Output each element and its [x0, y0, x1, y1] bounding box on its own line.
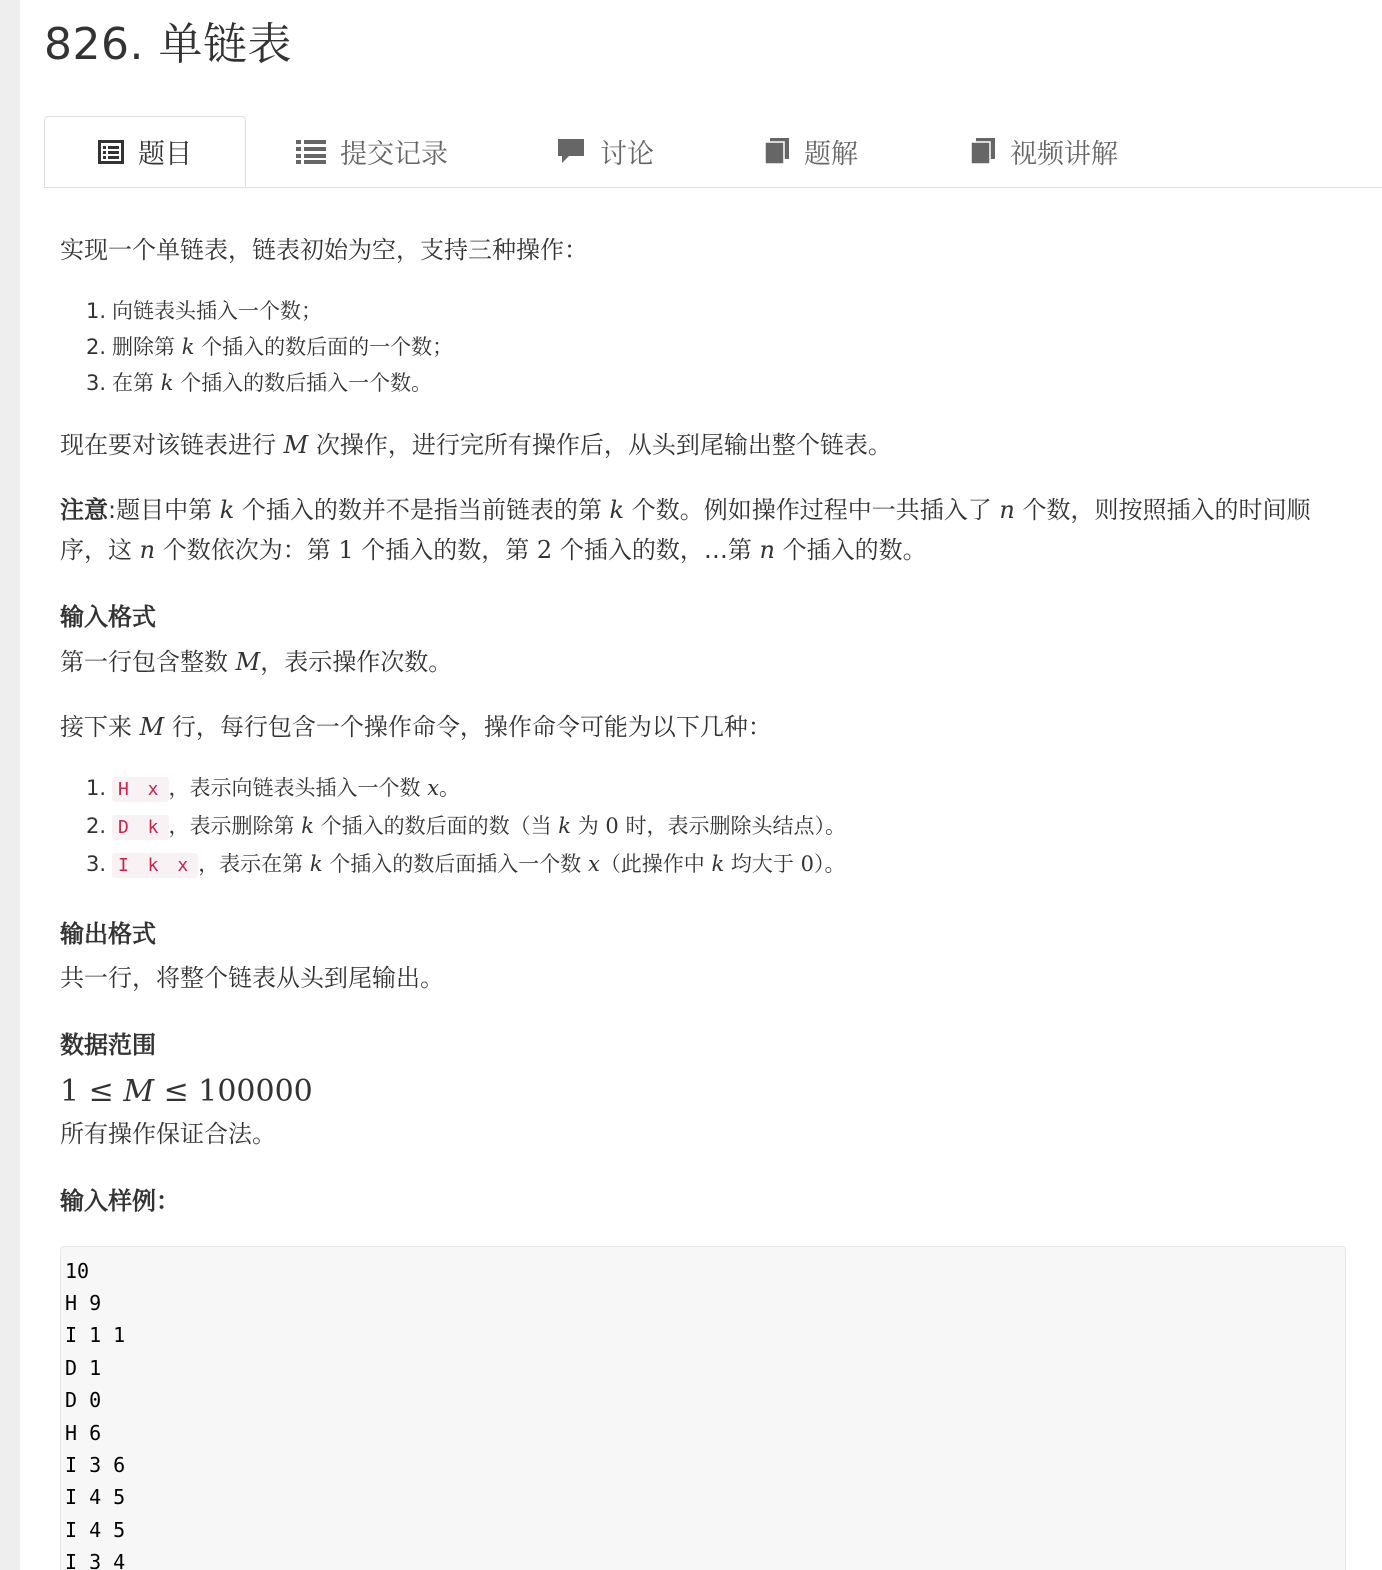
input-line-1: 第一行包含整数 M，表示操作次数。 — [60, 647, 453, 676]
output-format-heading: 输出格式 — [60, 919, 156, 948]
sample-input-block — [60, 1246, 1346, 1570]
note-text: 注意:题目中第 k 个插入的数并不是指当前链表的第 k 个数。例如操作过程中一共插入了 n 个数，则按照插入的时间顺序，这 n 个数依次为：第 1 个插入的数，第 2 个插入的数，…第 n 个插入的数。 — [60, 495, 1311, 565]
command-code: H x — [112, 777, 169, 802]
list-alt-icon — [98, 140, 124, 164]
list-item: 3. 在第 k 个插入的数后插入一个数。 — [85, 370, 433, 395]
problem-page — [20, 0, 1382, 1570]
input-line-2: 接下来 M 行，每行包含一个操作命令，操作命令可能为以下几种： — [60, 712, 772, 741]
page-title: 826. 单链表 — [44, 19, 292, 70]
list-item: 3. I k x ，表示在第 k 个插入的数后面插入一个数 x（此操作中 k 均大于 0）。 — [85, 851, 846, 876]
tab-submissions[interactable] — [296, 116, 448, 186]
code-line: H 9 — [65, 1290, 102, 1315]
command-code: D k — [112, 815, 169, 840]
note-label: 注意 — [60, 495, 108, 524]
tab-label: 提交记录 — [340, 138, 448, 170]
problem-content — [60, 220, 1346, 1570]
tab-label: 视频讲解 — [1010, 138, 1118, 170]
tab-problem[interactable] — [44, 116, 246, 187]
list-icon — [296, 138, 326, 164]
tab-video[interactable] — [970, 116, 1118, 186]
code-line: I 4 5 — [65, 1485, 126, 1510]
code-line: 10 — [65, 1258, 90, 1283]
list-item: 1. H x ，表示向链表头插入一个数 x。 — [85, 775, 461, 800]
task-text: 现在要对该链表进行 M 次操作，进行完所有操作后，从头到尾输出整个链表。 — [60, 430, 892, 459]
tab-bar — [44, 116, 1382, 188]
operations-list — [60, 293, 1346, 401]
comment-icon — [556, 137, 586, 165]
tab-label: 题解 — [804, 138, 858, 170]
code-line: I 3 4 — [65, 1550, 126, 1570]
sample-input-heading: 输入样例： — [60, 1186, 180, 1215]
tab-solutions[interactable] — [764, 116, 858, 186]
tab-label: 讨论 — [600, 138, 654, 170]
data-range-formula: 1 ≤ M ≤ 100000 — [60, 1073, 313, 1109]
tab-discussion[interactable] — [556, 116, 654, 186]
data-range-note: 所有操作保证合法。 — [60, 1119, 276, 1148]
code-line: I 1 1 — [65, 1323, 126, 1348]
code-line: D 0 — [65, 1388, 102, 1413]
tab-label: 题目 — [138, 139, 192, 170]
list-item: 2. 删除第 k 个插入的数后面的一个数； — [85, 334, 454, 359]
data-range-heading: 数据范围 — [60, 1031, 156, 1060]
code-line: I 3 6 — [65, 1453, 126, 1477]
code-line: H 6 — [65, 1420, 102, 1445]
list-item: 2. D k ，表示删除第 k 个插入的数后面的数（当 k 为 0 时，表示删除头结点）。 — [85, 813, 846, 838]
book-icon — [764, 137, 790, 165]
command-code: I k x — [112, 853, 198, 878]
code-line: D 1 — [65, 1355, 102, 1380]
list-item: 1. 向链表头插入一个数； — [85, 298, 322, 323]
commands-list — [60, 770, 1346, 884]
code-line: I 4 5 — [65, 1517, 126, 1542]
book-icon — [970, 137, 996, 165]
input-format-heading: 输入格式 — [60, 603, 156, 632]
output-format-text: 共一行，将整个链表从头到尾输出。 — [60, 964, 444, 993]
intro-text: 实现一个单链表，链表初始为空，支持三种操作： — [60, 236, 588, 264]
